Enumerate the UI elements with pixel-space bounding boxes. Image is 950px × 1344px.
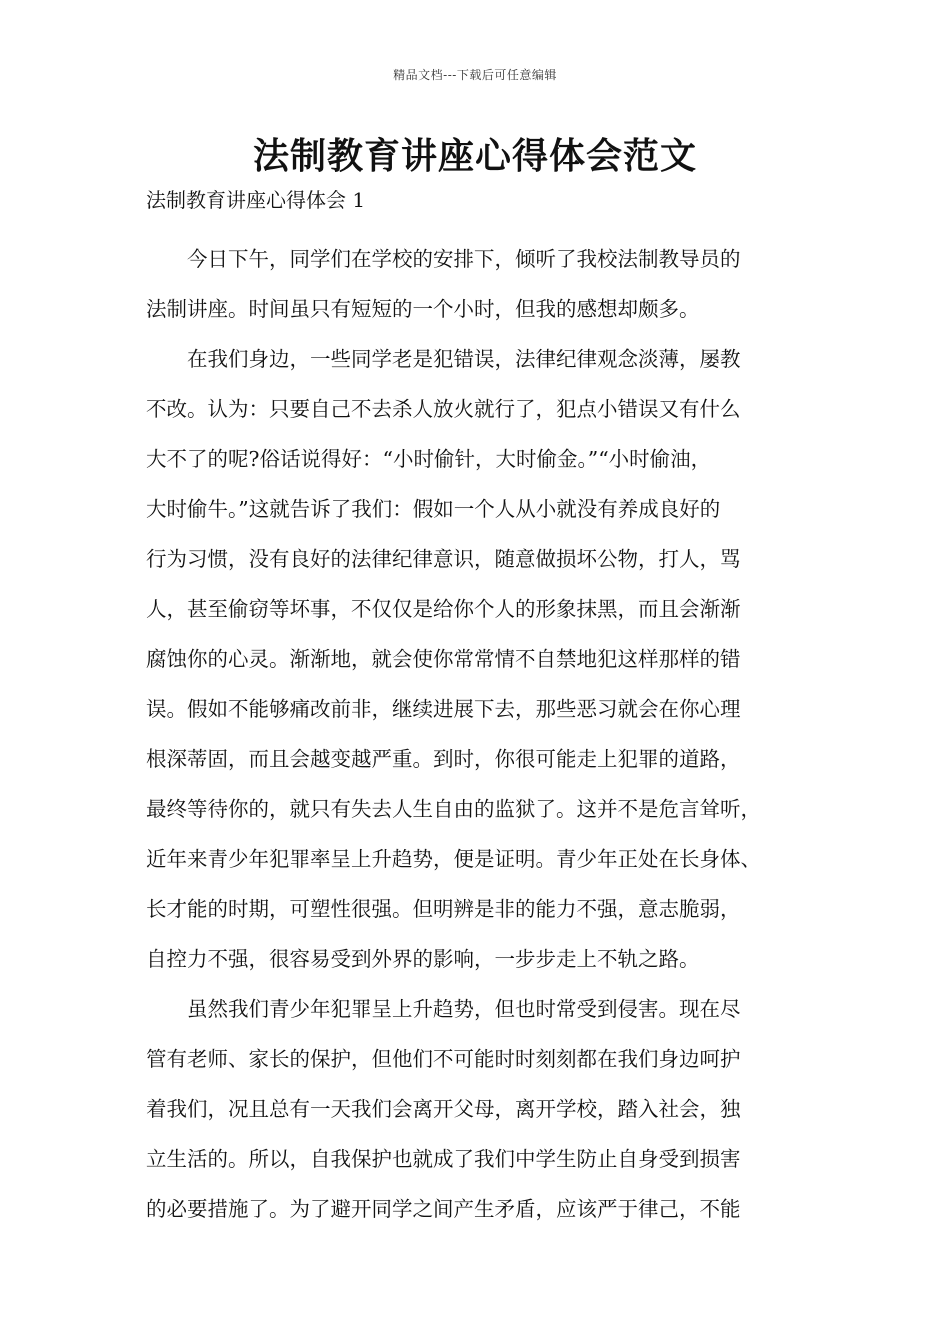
text-line: 今日下午，同学们在学校的安排下，倾听了我校法制教导员的	[187, 247, 741, 271]
text-line: 大不了的呢?俗话说得好：“小时偷针，大时偷金。”“小时偷油，	[146, 447, 712, 471]
text-line: 近年来青少年犯罪率呈上升趋势，便是证明。青少年正处在长身体、	[146, 847, 761, 871]
text-line: 着我们，况且总有一天我们会离开父母，离开学校，踏入社会，独	[146, 1097, 741, 1121]
text-line: 大时偷牛。”这就告诉了我们：假如一个人从小就没有养成良好的	[146, 497, 721, 521]
paragraph-1	[146, 234, 806, 334]
text-line: 不改。认为：只要自己不去杀人放火就行了，犯点小错误又有什么	[146, 397, 741, 421]
text-line: 自控力不强，很容易受到外界的影响，一步步走上不轨之路。	[146, 947, 700, 971]
header-note: 精品文档---下载后可任意编辑	[393, 68, 557, 82]
text-line: 虽然我们青少年犯罪呈上升趋势，但也时常受到侵害。现在尽	[187, 997, 741, 1021]
text-line: 立生活的。所以，自我保护也就成了我们中学生防止自身受到损害	[146, 1147, 741, 1171]
text-line: 的必要措施了。为了避开同学之间产生矛盾，应该严于律己，不能	[146, 1197, 741, 1221]
paragraph-3	[146, 984, 806, 1234]
text-line: 腐蚀你的心灵。渐渐地，就会使你常常情不自禁地犯这样那样的错	[146, 647, 741, 671]
text-line: 行为习惯，没有良好的法律纪律意识，随意做损坏公物，打人，骂	[146, 547, 741, 571]
text-line: 在我们身边，一些同学老是犯错误，法律纪律观念淡薄，屡教	[187, 347, 741, 371]
text-line: 法制讲座。时间虽只有短短的一个小时，但我的感想却颇多。	[146, 297, 700, 321]
text-line: 管有老师、家长的保护，但他们不可能时时刻刻都在我们身边呵护	[146, 1047, 741, 1071]
text-line: 人，甚至偷窃等坏事，不仅仅是给你个人的形象抹黑，而且会渐渐	[146, 597, 741, 621]
text-line: 长才能的时期，可塑性很强。但明辨是非的能力不强，意志脆弱，	[146, 897, 741, 921]
page-title: 法制教育讲座心得体会范文	[252, 135, 697, 177]
section-heading: 法制教育讲座心得体会 1	[146, 188, 366, 212]
body-text	[146, 234, 806, 1234]
text-line: 根深蒂固，而且会越变越严重。到时，你很可能走上犯罪的道路，	[146, 747, 741, 771]
text-line: 误。假如不能够痛改前非，继续进展下去，那些恶习就会在你心理	[146, 697, 741, 721]
text-line: 最终等待你的，就只有失去人生自由的监狱了。这并不是危言耸听，	[146, 797, 761, 821]
paragraph-2	[146, 334, 806, 984]
